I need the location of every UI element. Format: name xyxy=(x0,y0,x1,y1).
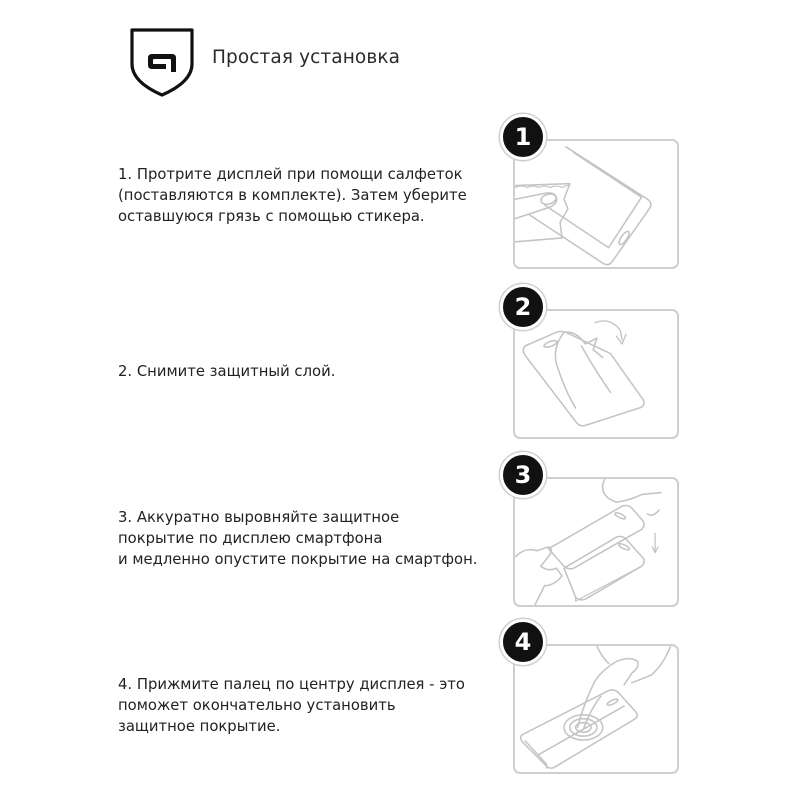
step-4-text xyxy=(118,674,465,737)
step-2-line-1: 2. Снимите защитный слой. xyxy=(118,363,336,380)
step-2-badge: 2 xyxy=(500,284,546,330)
step-1-badge: 1 xyxy=(500,114,546,160)
step-3-line-2: покрытие по дисплею смартфона xyxy=(118,530,383,547)
shield-logo-icon xyxy=(128,26,196,98)
step-4-line-1: 4. Прижмите палец по центру дисплея - это xyxy=(118,676,465,693)
step-3-text xyxy=(118,507,477,570)
step-4-line-2: поможет окончательно установить xyxy=(118,697,396,714)
step-2-text xyxy=(118,361,335,382)
step-4-badge: 4 xyxy=(500,619,546,665)
step-3-line-1: 3. Аккуратно выровняйте защитное xyxy=(118,509,400,526)
step-1-text xyxy=(118,164,467,227)
align-film-illustration xyxy=(513,477,679,607)
wipe-phone-illustration xyxy=(513,139,679,269)
step-3-line-3: и медленно опустите покрытие на смартфон. xyxy=(118,551,478,568)
peel-film-illustration xyxy=(513,309,679,439)
step-4-line-3: защитное покрытие. xyxy=(118,718,281,735)
step-1-line-2: (поставляются в комплекте). Затем уберите xyxy=(118,187,467,204)
press-center-illustration xyxy=(513,644,679,774)
step-3-badge: 3 xyxy=(500,452,546,498)
step-1-line-3: оставшуюся грязь с помощью стикера. xyxy=(118,208,425,225)
page-title: Простая установка xyxy=(212,47,401,68)
step-1-line-1: 1. Протрите дисплей при помощи салфеток xyxy=(118,166,463,183)
